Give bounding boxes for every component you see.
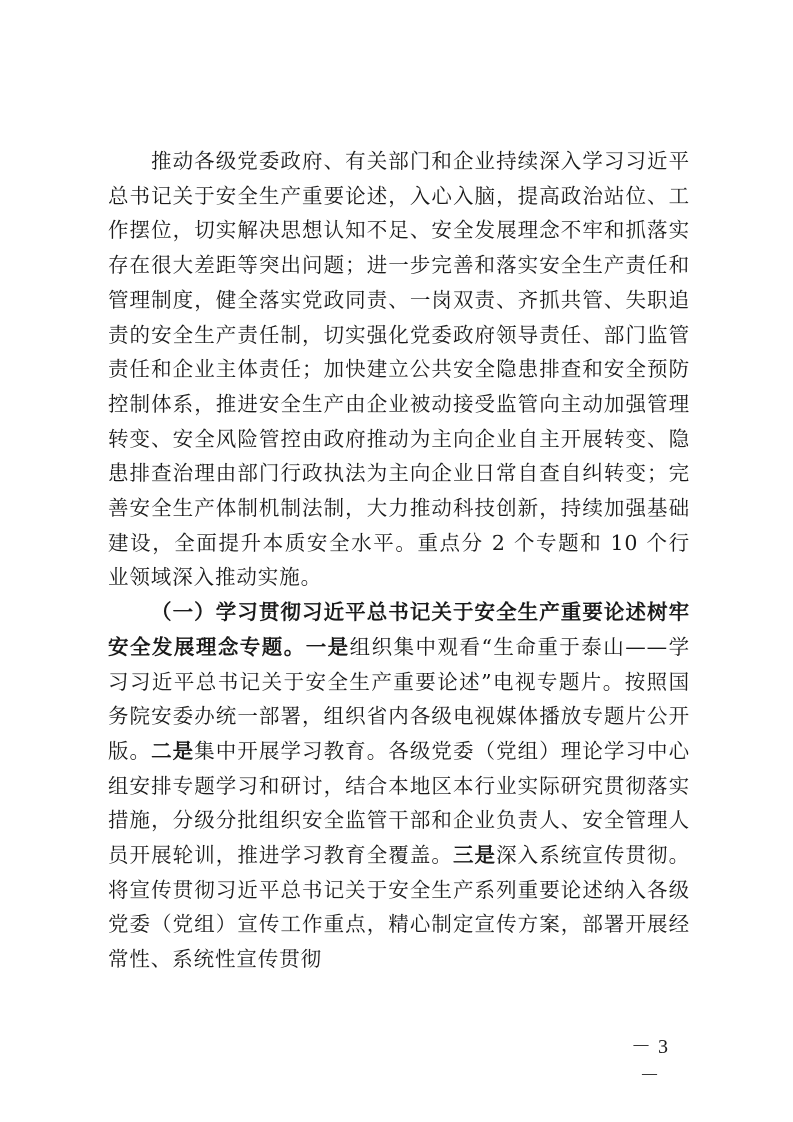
item-marker-3: 三是 — [452, 843, 497, 868]
section-heading: （一）学习贯彻习近平总书记关于安全生产重要论述树牢安全发展理念专题。 — [108, 600, 690, 659]
item-marker-2: 二是 — [151, 738, 195, 763]
item-text-2: 集中开展学习教育。各级党委（党组）理论学习中心组安排专题学习和研讨，结合本地区本行业实际研究贯彻落实措施，分级分批组织安全监管干部和企业负责人、安全管理人员开展轮训，推进学习教育全覆盖。 — [108, 738, 690, 868]
paragraph-intro-text: 推动各级党委政府、有关部门和企业持续深入学习习近平总书记关于安全生产重要论述，入心入脑，提高政治站位、工作摆位，切实解决思想认知不足、安全发展理念不牢和抓落实存在很大差距等突出问题；进一步完善和落实安全生产责任和管理制度，健全落实党政同责、一岗双责、齐抓共管、失职追责的安全生产责任制，切实强化党委政府领导责任、部门监管责任和企业主体责任；加快建立公共安全隐患排查和安全预防控制体系，推进安全生产由企业被动接受监管向主动加强管理转变、安全风险管控由政府推动为主向企业自主开展转变、隐患排查治理由部门行政执法为主向企业日常自查自纠转变；完善安全生产体制机制法制，大力推动科技创新，持续加强基础建设，全面提升本质安全水平。重点分 2 个专题和 10 个行业领域深入推动实施。 — [108, 149, 690, 590]
item-marker-1: 一是 — [305, 634, 350, 659]
paragraph-intro — [108, 144, 690, 595]
item-text-1: 组织集中观看“生命重于泰山——学习习近平总书记关于安全生产重要论述”电视专题片。按照国务院安委办统一部署，组织省内各级电视媒体播放专题片公开版。 — [108, 634, 690, 763]
paragraph-section-1 — [108, 595, 690, 977]
document-body — [108, 144, 690, 977]
item-text-3: 深入系统宣传贯彻。将宣传贯彻习近平总书记关于安全生产系列重要论述纳入各级党委（党组）宣传工作重点，精心制定宣传方案，部署开展经常性、系统性宣传贯彻 — [108, 843, 690, 972]
page-number: － 3 － — [631, 1036, 669, 1087]
